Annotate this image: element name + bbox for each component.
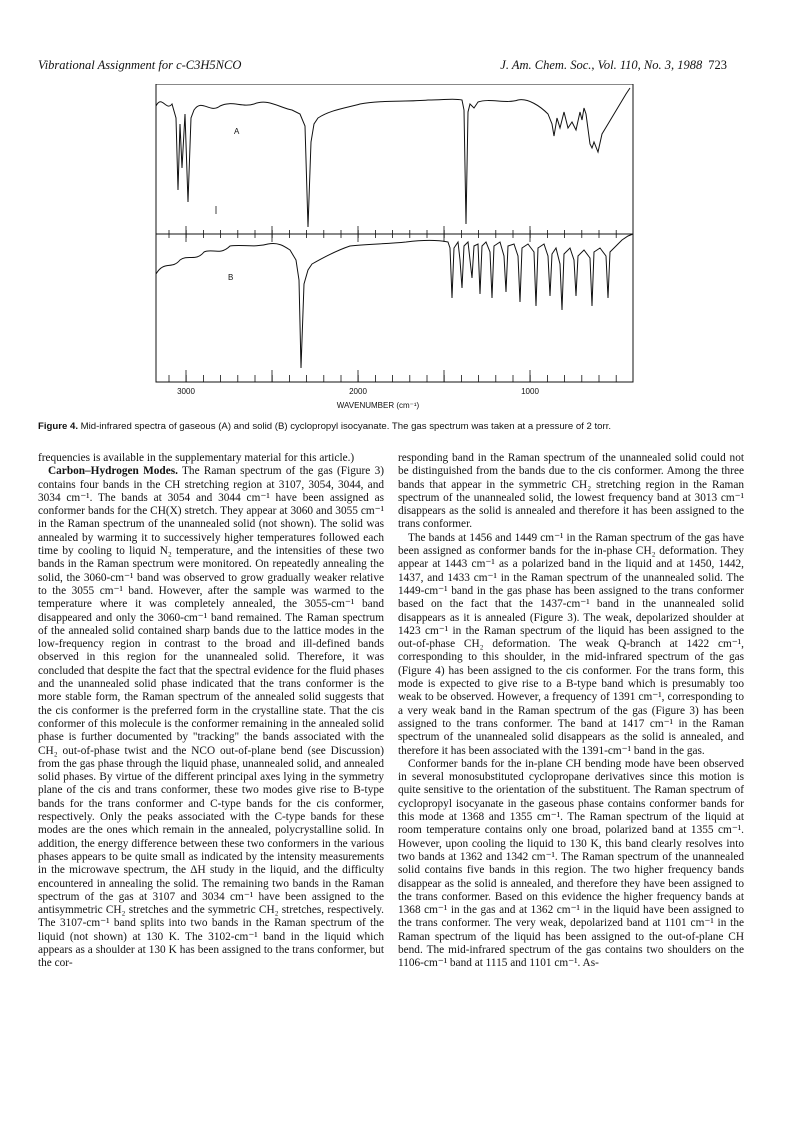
bottom-axis-ticks [169, 370, 616, 382]
right-column [398, 452, 744, 971]
paragraph: frequencies is available in the supplementary material for this article.) [38, 452, 355, 464]
panel-a-label: A [234, 127, 240, 136]
x-tick-label: 3000 [177, 387, 195, 396]
left-column [38, 452, 384, 971]
paragraph-text: The Raman spectrum of the gas (Figure 3) contains four bands in the CH stretching region at 3107, 3054, 3044, and 3034 cm⁻¹. The bands at 3054 and 3044 cm⁻¹ have been assigned as conformer bands for the CH(X) stretch. They appear at 3060 and 3055 cm⁻¹ in the Raman spectrum of the unannealed solid (not shown). The solid was annealed by warming it to successively higher temperatures followed each time by cooling to liquid N₂ temperature, and the intensities of these two bands in the Raman spectrum were monitored. On repeatedly annealing the solid, the 3060-cm⁻¹ band was observed to grow gradually weaker relative to the 3055 cm⁻¹ band. However, after the sample was warmed to the temperature where it was completely annealed, the 3055-cm⁻¹ band disappeared and only the 3060-cm⁻¹ band remained. The Raman spectrum of the annealed solid contained sharp bands due to the lattice modes in the low-frequency region in contrast to the broad and ill-defined bands observed in this region for the unannealed solid. Therefore, it was concluded that despite the fact that the spectral evidence for the fluid phases and the unannealed solid phase indicated that the trans conformer is the more stable form, the Raman spectrum of the annealed solid suggests that the cis conformer is the preferred form in the crystalline state. That the cis conformer of this molecule is the conformer remaining in the annealed solid phase is further documented by "tracking" the bands associated with the CH₂ out-of-phase twist and the NCO out-of-plane bend (see Discussion) from the gas phase through the liquid phase, unannealed solid, and annealed solid phases. By virtue of the different principal axes lying in the symmetry plane of the cis and trans conformer, these two modes give rise to B-type bands for the trans conformer and C-type bands for the cis conformer, respectively. Only the peaks associated with the C-type bands for these modes are the ones which remain in the annealed, polycrystalline solid. In addition, the energy difference between these two conformers in the various phases appears to be quite small as indicated by the intensity measurements in the microwave spectrum, the ΔH study in the liquid, and the difficulty encountered in annealing the solid. The remaining two bands in the Raman spectrum of the gas at 3107 and 3034 cm⁻¹ have been assigned to the antisymmetric CH₂ stretches and the symmetric CH₂ stretches, respectively. The 3107-cm⁻¹ band splits into two bands in the Raman spectrum of the liquid (not shown) at 130 K. The 3102-cm⁻¹ band in the liquid which appears as a shoulder at 130 K has been assigned to the trans conformer, but the cor- [38, 465, 384, 970]
spectrum-a-trace [156, 88, 630, 227]
running-header-title: Vibrational Assignment for c-C3H5NCO [38, 58, 242, 72]
figure-frame [156, 84, 633, 382]
caption-text: Mid-infrared spectra of gaseous (A) and solid (B) cyclopropyl isocyanate. The gas spectrum was taken at a pressure of 2 torr. [77, 421, 612, 432]
running-header-journal [500, 58, 727, 73]
journal-citation: J. Am. Chem. Soc., Vol. 110, No. 3, 1988 [500, 58, 703, 72]
spectrum-b-trace [156, 234, 633, 368]
caption-label: Figure 4. [38, 421, 78, 432]
paragraph: responding band in the Raman spectrum of the unannealed solid could not be distinguished from the bands due to the cis conformer. Among the three bands that appear in the symmetric CH₂ stretching region in the Raman spectrum of the unannealed solid, the lowest frequency band at 3013 cm⁻¹ disappears as the solid is annealed and therefore it has been assigned to the trans conformer. [398, 452, 744, 531]
section-heading: Carbon–Hydrogen Modes. [48, 465, 178, 478]
paragraph: Conformer bands for the in-plane CH bending mode have been observed in several monosubstituted cyclopropane derivatives since this motion is quite sensitive to the orientation of the substituent. The Raman spectrum of cyclopropyl isocyanate in the gaseous phase contains conformer bands for this mode at 1368 and 1355 cm⁻¹. The Raman spectrum of the liquid at room temperature contains only one broad, polarized band at 1355 cm⁻¹. However, upon cooling the liquid to 130 K, this band clearly resolves into two bands at 1362 and 1342 cm⁻¹. The Raman spectrum of the unannealed solid contains five bands in this region. The two higher frequency bands disappear as the solid is annealed, and therefore they have been assigned to the trans conformer. Based on this evidence the higher frequency bands at 1368 cm⁻¹ in the gas and at 1362 cm⁻¹ in the liquid have been assigned to the trans conformer. The very weak, depolarized band at 1101 cm⁻¹ in the Raman spectrum of the liquid has been assigned to the out-of-plane CH bend. The mid-infrared spectrum of the gas contains two shoulders on the 1106-cm⁻¹ band at 1115 and 1101 cm⁻¹. As- [398, 757, 744, 970]
page-number: 723 [708, 58, 727, 72]
x-tick-label: 1000 [521, 387, 539, 396]
figure-caption [38, 421, 738, 433]
ir-spectra-figure [150, 84, 640, 410]
panel-b-label: B [228, 273, 234, 282]
paragraph: The bands at 1456 and 1449 cm⁻¹ in the Raman spectrum of the gas have been assigned as conformer bands for the in-phase CH₂ deformation. They appear at 1443 cm⁻¹ as a polarized band in the liquid and at 1450, 1442, 1437, and 1433 cm⁻¹ in the Raman spectrum of the unannealed solid. The 1449-cm⁻¹ band in the gas phase has been assigned to the trans conformer based on the fact that the 1437-cm⁻¹ band in the unannealed solid disappears as it is annealed (Figure 3). The weak, depolarized shoulder at 1423 cm⁻¹ in the Raman spectrum of the liquid has been assigned to the out-of-phase CH₂ deformation. The weak Q-branch at 1422 cm⁻¹, corresponding to this shoulder, in the mid-infrared spectrum of the gas (Figure 4) has been assigned to the cis conformer. For the trans form, this mode is expected to give rise to a B-type band which is presumably too weak to be observed. However, a frequency of 1391 cm⁻¹, corresponding to a very weak band in the Raman spectrum of the gas (Figure 3) has been assigned to the trans conformer. The band at 1417 cm⁻¹ in the Raman spectrum of the unannealed solid disappears as the solid is annealed, and therefore it has been associated with the 1391-cm⁻¹ band in the gas. [398, 531, 744, 757]
paragraph [38, 465, 384, 970]
x-tick-label: 2000 [349, 387, 367, 396]
x-axis-title: WAVENUMBER (cm⁻¹) [336, 401, 420, 410]
